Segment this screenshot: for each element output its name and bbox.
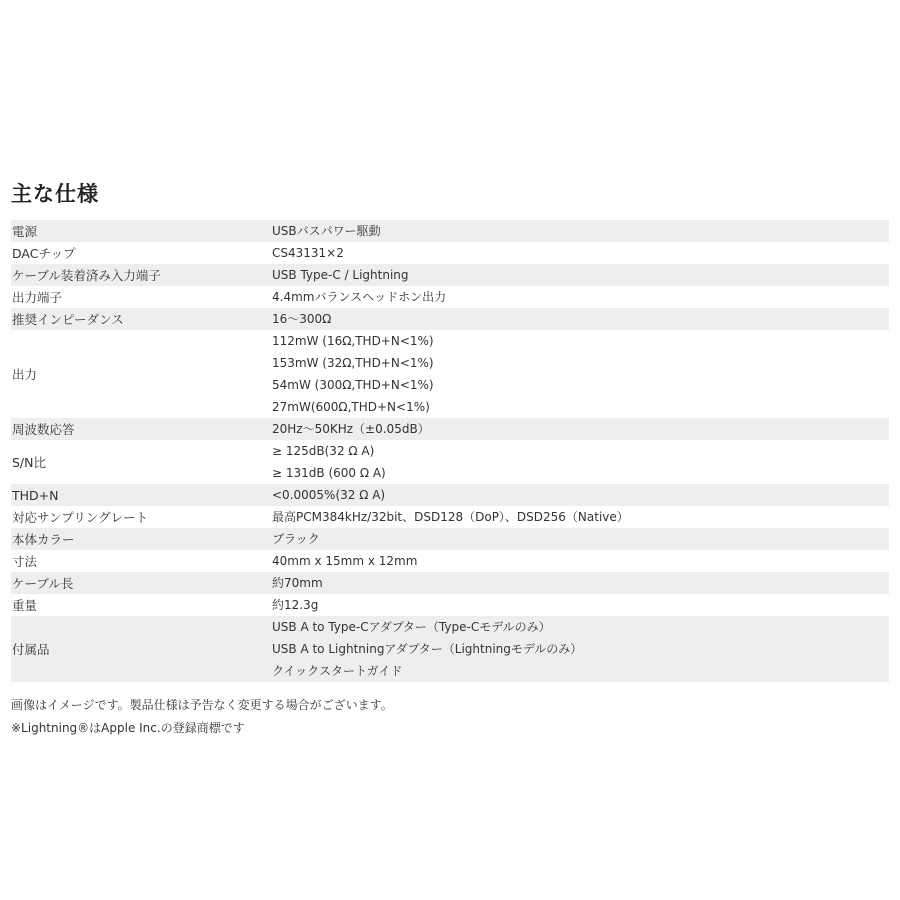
spec-values (272, 242, 889, 264)
spec-value: USBバスパワー駆動 (272, 224, 381, 238)
note-line: ※Lightning®はApple Inc.の登録商標です (11, 721, 245, 735)
spec-value: ブラック (272, 532, 320, 546)
spec-label: 周波数応答 (12, 422, 75, 437)
spec-value: 112mW (16Ω,THD+N<1%) (272, 334, 434, 348)
spec-value: 最高PCM384kHz/32bit、DSD128（DoP）、DSD256（Native） (272, 510, 629, 524)
spec-value: 54mW (300Ω,THD+N<1%) (272, 378, 434, 392)
spec-value: 20Hz～50KHz（±0.05dB） (272, 422, 430, 436)
spec-row (11, 440, 889, 484)
spec-value: 4.4mmバランスヘッドホン出力 (272, 290, 447, 304)
spec-values (272, 594, 889, 616)
spec-label: 寸法 (12, 554, 38, 569)
spec-label: THD+N (12, 487, 59, 503)
spec-label: ケーブル長 (12, 576, 74, 591)
spec-values (272, 550, 889, 572)
spec-values (272, 264, 889, 286)
spec-value: ≥ 125dB(32 Ω A) (272, 444, 375, 458)
spec-label: DACチップ (12, 246, 76, 261)
note-line: 画像はイメージです。製品仕様は予告なく変更する場合がございます。 (11, 698, 393, 712)
spec-label: 対応サンプリングレート (12, 510, 149, 525)
spec-values (272, 220, 889, 242)
spec-value: 153mW (32Ω,THD+N<1%) (272, 356, 434, 370)
spec-row (11, 616, 889, 682)
spec-row (11, 242, 889, 264)
spec-values (272, 418, 889, 440)
spec-value: 40mm x 15mm x 12mm (272, 554, 418, 568)
spec-label: 電源 (12, 224, 38, 239)
spec-values (272, 286, 889, 308)
spec-values (272, 330, 889, 418)
spec-row (11, 330, 889, 418)
spec-label: 出力 (12, 367, 38, 382)
spec-value: CS43131×2 (272, 246, 344, 260)
page-title: 主な仕様 (11, 182, 99, 206)
spec-row (11, 528, 889, 550)
spec-label: 重量 (12, 598, 38, 613)
spec-row (11, 506, 889, 528)
spec-values (272, 506, 889, 528)
spec-label: 推奨インピーダンス (12, 312, 124, 327)
spec-values (272, 484, 889, 506)
spec-value: USB Type-C / Lightning (272, 268, 409, 282)
spec-values (272, 616, 889, 682)
spec-row (11, 418, 889, 440)
spec-value: 16～300Ω (272, 312, 332, 326)
spec-value: ≥ 131dB (600 Ω A) (272, 466, 386, 480)
spec-row (11, 220, 889, 242)
spec-label: S/N比 (12, 455, 46, 470)
spec-label: 付属品 (12, 642, 50, 657)
spec-label: 本体カラー (12, 532, 75, 547)
footnotes (11, 694, 393, 740)
spec-table (11, 220, 889, 682)
spec-value: 約12.3g (272, 598, 319, 612)
spec-values (272, 440, 889, 484)
spec-value: クイックスタートガイド (272, 664, 403, 678)
spec-row (11, 594, 889, 616)
spec-row (11, 550, 889, 572)
spec-row (11, 308, 889, 330)
spec-label: ケーブル装着済み入力端子 (12, 268, 161, 283)
spec-value: <0.0005%(32 Ω A) (272, 488, 386, 502)
spec-row (11, 264, 889, 286)
spec-row (11, 484, 889, 506)
spec-values (272, 528, 889, 550)
spec-row (11, 286, 889, 308)
spec-label: 出力端子 (12, 290, 63, 305)
spec-value: USB A to Lightningアダプター（Lightningモデルのみ） (272, 642, 583, 656)
spec-row (11, 572, 889, 594)
spec-values (272, 308, 889, 330)
spec-value: 約70mm (272, 576, 323, 590)
spec-values (272, 572, 889, 594)
spec-value: USB A to Type-Cアダプター（Type-Cモデルのみ） (272, 620, 551, 634)
spec-value: 27mW(600Ω,THD+N<1%) (272, 400, 430, 414)
